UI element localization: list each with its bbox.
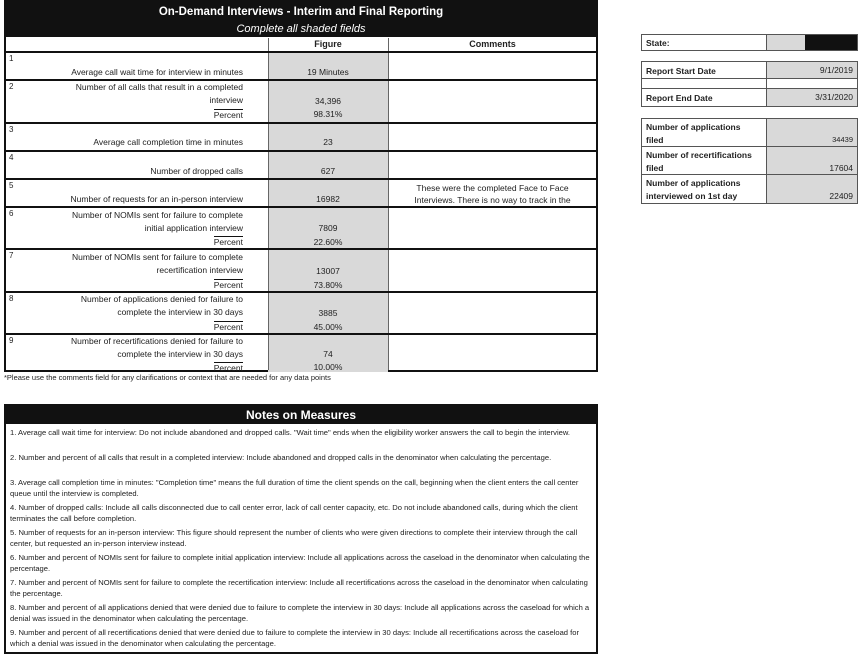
figure-input[interactable]: 34,396 <box>315 96 341 106</box>
row-label: recertification interview <box>156 265 243 275</box>
comment-text[interactable]: These were the completed Face to Face <box>416 183 569 193</box>
notes-on-measures <box>4 404 598 654</box>
apps-first-day-label: interviewed on 1st day <box>646 191 738 201</box>
percent-label: Percent <box>213 363 243 373</box>
apps-first-day-input[interactable]: 22409 <box>829 191 853 201</box>
row-label: Average call completion time in minutes <box>93 137 243 147</box>
state-row <box>641 34 858 51</box>
percent-value: 22.60% <box>313 237 343 247</box>
row-number: 1 <box>9 54 14 63</box>
note-item: 1. Average call wait time for interview: Do not include abandoned and dropped calls. "Wait time" ends when the eligibility worker answers the call to begin the interview. <box>10 428 571 437</box>
state-input[interactable] <box>767 35 805 50</box>
percent-value: 98.31% <box>313 109 343 119</box>
row-label: complete the interview in 30 days <box>117 349 243 359</box>
figure-input[interactable]: 3885 <box>318 308 338 318</box>
row-label: Number of all calls that result in a completed <box>75 82 243 92</box>
report-start-row <box>641 61 858 79</box>
report-end-label: Report End Date <box>646 93 713 103</box>
figure-input[interactable]: 627 <box>320 166 336 176</box>
footnote: *Please use the comments field for any clarifications or context that are needed for any data points <box>4 373 331 382</box>
form-subtitle: Complete all shaded fields <box>6 22 596 37</box>
row-number: 5 <box>9 181 14 190</box>
apps-filed-label: filed <box>646 135 664 145</box>
table-row <box>6 248 596 291</box>
apps-first-day-row <box>641 175 858 204</box>
row-label: Number of dropped calls <box>150 166 243 176</box>
percent-label: Percent <box>213 322 243 332</box>
recerts-filed-label: filed <box>646 163 664 173</box>
figure-input[interactable]: 23 <box>323 137 333 147</box>
row-number: 7 <box>9 251 14 260</box>
report-start-label: Report Start Date <box>646 66 716 76</box>
table-row <box>6 150 596 178</box>
row-label: Number of recertifications denied for failure to <box>71 336 243 346</box>
report-start-input[interactable]: 9/1/2019 <box>819 65 853 75</box>
comment-text[interactable]: Interviews. There is no way to track in the <box>414 195 571 205</box>
recerts-filed-input[interactable]: 17604 <box>829 163 853 173</box>
table-row <box>6 178 596 206</box>
state-label: State: <box>646 38 670 48</box>
figure-column-header: Figure <box>314 39 342 49</box>
row-number: 2 <box>9 82 14 91</box>
note-item: 7. Number and percent of NOMIs sent for failure to complete the recertification interview: Include all recertifications across the caseload in the denominator when calculating the percentage. <box>10 578 588 599</box>
figure-input[interactable]: 19 Minutes <box>307 67 349 77</box>
note-item: 3. Average call completion time in minutes: "Completion time" means the full duration of time the client spends on the call, beginning when the client enters the call center queue until the interview is completed. <box>10 478 579 499</box>
apps-first-day-label: Number of applications <box>646 178 741 188</box>
percent-value: 73.80% <box>313 280 343 290</box>
row-number: 9 <box>9 336 14 345</box>
reporting-form <box>4 0 598 372</box>
row-label: Number of requests for an in-person interview <box>70 194 243 204</box>
row-number: 4 <box>9 153 14 162</box>
row-number: 3 <box>9 125 14 134</box>
row-label: complete the interview in 30 days <box>117 307 243 317</box>
row-label: Number of NOMIs sent for failure to complete <box>71 252 243 262</box>
figure-input[interactable]: 16982 <box>316 194 340 204</box>
form-title: On-Demand Interviews - Interim and Final Reporting <box>6 2 596 23</box>
figure-input[interactable]: 7809 <box>318 223 338 233</box>
table-row <box>6 51 596 79</box>
row-label: interview <box>209 95 243 105</box>
apps-filed-row <box>641 118 858 147</box>
percent-value: 45.00% <box>313 322 343 332</box>
note-item: 6. Number and percent of NOMIs sent for failure to complete initial application interview: Include all applications across the caseload in the denominator when calculating the percentage. <box>10 553 590 574</box>
comments-column-header: Comments <box>469 39 516 49</box>
percent-label: Percent <box>213 237 243 247</box>
figure-input[interactable]: 13007 <box>316 266 340 276</box>
note-item: 9. Number and percent of all recertifications denied that were denied due to failure to complete the interview in 30 days: Include all recertifications across the caseload for which a denial was issued in the denominator when calculating the percentage. <box>10 628 580 649</box>
row-number: 6 <box>9 209 14 218</box>
note-item: 5. Number of requests for an in-person interview: This figure should represent the number of clients who were given directions to complete their interview through the call center, but requested an in-person interview instead. <box>10 528 578 549</box>
state-black-cell <box>805 35 857 50</box>
report-end-row <box>641 89 858 107</box>
table-row <box>6 122 596 150</box>
table-row <box>6 206 596 248</box>
row-number: 8 <box>9 294 14 303</box>
row-label: Average call wait time for interview in minutes <box>71 67 243 77</box>
recerts-filed-row <box>641 147 858 175</box>
apps-filed-label: Number of applications <box>646 122 741 132</box>
row-label: Number of NOMIs sent for failure to complete <box>71 210 243 220</box>
table-row <box>6 333 596 372</box>
recerts-filed-label: Number of recertifications <box>646 150 752 160</box>
percent-label: Percent <box>213 110 243 120</box>
table-row <box>6 291 596 333</box>
apps-filed-input[interactable]: 34439 <box>832 135 853 144</box>
row-label: Number of applications denied for failure to <box>80 294 243 304</box>
table-row <box>6 79 596 122</box>
panel-divider <box>766 79 767 88</box>
report-end-input[interactable]: 3/31/2020 <box>815 92 853 102</box>
notes-title: Notes on Measures <box>6 406 596 424</box>
panel-spacer <box>641 79 858 89</box>
note-item: 4. Number of dropped calls: Include all calls disconnected due to call center error, lack of call center capacity, etc. Do not include abandoned calls, during which the client terminates the call before completion. <box>10 503 578 524</box>
percent-label: Percent <box>213 280 243 290</box>
figure-input[interactable]: 74 <box>323 349 333 359</box>
percent-value: 10.00% <box>313 362 343 372</box>
note-item: 2. Number and percent of all calls that result in a completed interview: Include abandoned and dropped calls in the denominator when calculating the percentage. <box>10 453 552 462</box>
note-item: 8. Number and percent of all applications denied that were denied due to failure to complete the interview in 30 days: Include all applications across the caseload for which a denial was issued in the denominator when calculating the percentage. <box>10 603 590 624</box>
row-label: initial application interview <box>144 223 243 233</box>
